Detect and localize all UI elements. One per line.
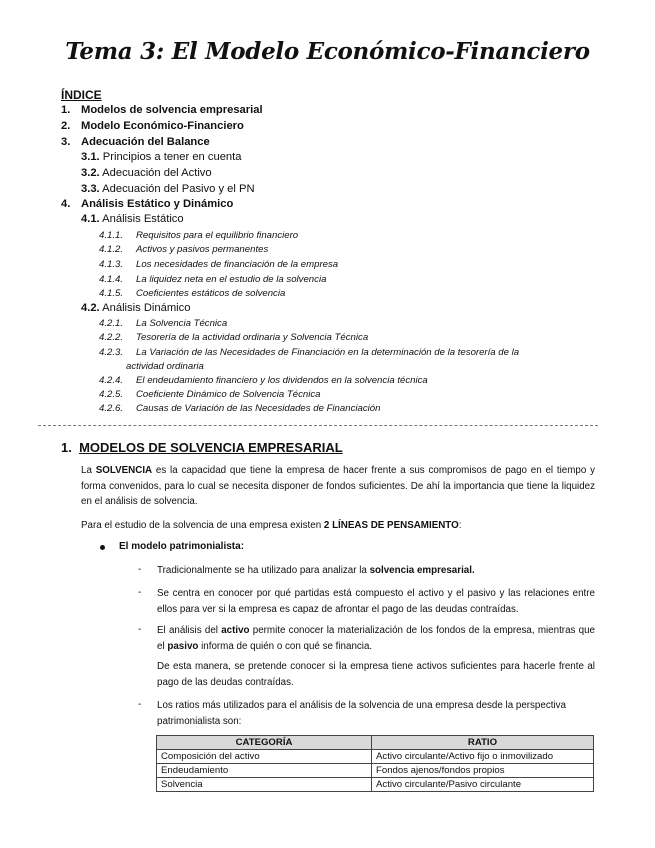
index-item-label: Análisis Estático <box>99 213 184 225</box>
table-row <box>157 764 594 778</box>
index-item-label: Los necesidades de financiación de la empresa <box>136 259 339 270</box>
index-item-4-2 <box>81 302 190 314</box>
text-run: Para el estudio de la solvencia de una empresa existen <box>81 520 324 531</box>
index-item-label: El endeudamiento financiero y los dividendos en la solvencia técnica <box>136 375 428 386</box>
bullet-icon <box>100 545 105 550</box>
text-run: La <box>81 465 96 476</box>
index-item-num: 4. <box>61 198 71 210</box>
table-header-categoria: CATEGORÍA <box>157 736 372 750</box>
dash-marker: - <box>138 624 142 635</box>
text-run: El análisis del <box>157 625 222 636</box>
dash-item-1 <box>157 563 475 579</box>
table-cell: Activo circulante/Pasivo circulante <box>372 778 594 792</box>
index-item-label: Requisitos para el equilibrio financiero <box>136 230 299 241</box>
dash-marker: - <box>138 587 142 598</box>
index-item-4-1-5 <box>99 288 285 299</box>
bold-term: SOLVENCIA <box>95 465 153 476</box>
table-cell: Fondos ajenos/fondos propios <box>372 764 594 778</box>
index-item-num: 4.1.5. <box>99 288 124 299</box>
index-item-num: 4.2.2. <box>99 332 124 343</box>
index-item-num: 4.2. <box>81 302 100 314</box>
index-item-4-2-6 <box>99 403 380 414</box>
index-item-4-2-4 <box>99 375 428 386</box>
index-item-label: Coeficientes estáticos de solvencia <box>136 288 286 299</box>
index-item-4-1-3 <box>99 259 338 270</box>
index-item-num: 4.1.4. <box>99 274 124 285</box>
index-item-1 <box>61 104 263 116</box>
index-item-label: La liquidez neta en el estudio de la solvencia <box>136 274 327 285</box>
index-item-label: Causas de Variación de las Necesidades de Financiación <box>136 403 381 414</box>
index-item-num: 3.1. <box>81 151 100 163</box>
index-item-4-2-1 <box>99 318 227 329</box>
dash-item-2: Se centra en conocer por qué partidas está compuesto el activo y el pasivo y las relaciones entre ellos para ver si la empresa es capaz de afrontar el pago de las deudas contraídas. <box>157 588 595 615</box>
bold-term: activo <box>221 625 250 636</box>
index-item-2 <box>61 120 244 132</box>
index-item-num: 1. <box>61 104 71 116</box>
index-item-num: 3. <box>61 136 71 148</box>
table-row <box>157 778 594 792</box>
index-item-3 <box>61 136 210 148</box>
index-item-num: 4.1.3. <box>99 259 124 270</box>
dash-marker: - <box>138 699 142 710</box>
index-heading: ÍNDICE <box>61 88 102 102</box>
index-item-num: 4.2.1. <box>99 318 124 329</box>
dash-marker: - <box>138 564 142 575</box>
index-item-4-2-3-cont <box>126 361 204 372</box>
index-item-4-1 <box>81 213 184 225</box>
text-run: : <box>458 520 462 531</box>
index-item-num: 4.1. <box>81 213 100 225</box>
section-title: MODELOS DE SOLVENCIA EMPRESARIAL <box>79 440 343 455</box>
index-item-3-3 <box>81 183 255 195</box>
text-run: permite conocer la materialización de los fondos de la empresa, mientras que el <box>157 625 595 652</box>
table-cell: Solvencia <box>157 778 372 792</box>
index-item-4-1-4 <box>99 274 326 285</box>
index-item-label: La Solvencia Técnica <box>136 318 228 329</box>
table-cell: Activo circulante/Activo fijo o inmovilizado <box>372 750 594 764</box>
text-run: Tradicionalmente se ha utilizado para analizar la <box>157 565 370 576</box>
index-item-label: Adecuación del Balance <box>81 136 210 148</box>
text-run: es la capacidad que tiene la empresa de hacer frente a sus compromisos de pago en el tiempo y forma convenidos, para lo cual se necesita disponer de fondos suficientes. De ahí la importancia que tiene la liquidez en el análisis de solvencia. <box>81 465 595 507</box>
bold-term: solvencia empresarial. <box>369 565 475 576</box>
index-item-4-1-2 <box>99 244 268 255</box>
index-item-4 <box>61 198 233 210</box>
index-item-3-2 <box>81 167 212 179</box>
section-divider <box>38 425 598 426</box>
table-header-ratio: RATIO <box>372 736 594 750</box>
index-item-label: Tesorería de la actividad ordinaria y Solvencia Técnica <box>136 332 369 343</box>
index-item-label: Principios a tener en cuenta <box>99 151 242 163</box>
index-item-label: Activos y pasivos permanentes <box>136 244 269 255</box>
bullet-patrimonialista: El modelo patrimonialista: <box>119 541 245 552</box>
section-heading <box>61 440 343 455</box>
index-item-num: 4.2.6. <box>99 403 124 414</box>
table-cell: Composición del activo <box>157 750 372 764</box>
index-item-label: Análisis Dinámico <box>99 302 191 314</box>
index-item-label: Adecuación del Pasivo y el PN <box>99 183 255 195</box>
table-header-row <box>157 736 594 750</box>
index-item-4-2-3 <box>99 347 519 358</box>
index-item-num: 2. <box>61 120 71 132</box>
index-item-num: 4.2.3. <box>99 347 124 358</box>
dash-item-3-continuation: De esta manera, se pretende conocer si la empresa tiene activos suficientes para hacerle frente al pago de las deudas contraídas. <box>157 661 595 688</box>
index-item-4-2-2 <box>99 332 368 343</box>
index-item-label: Coeficiente Dinámico de Solvencia Técnica <box>136 389 321 400</box>
index-item-4-1-1 <box>99 230 298 241</box>
table-cell: Endeudamiento <box>157 764 372 778</box>
index-item-4-2-5 <box>99 389 321 400</box>
index-item-num: 4.2.4. <box>99 375 124 386</box>
dash-item-4: Los ratios más utilizados para el análisis de la solvencia de una empresa desde la perspectiva patrimonialista son: <box>157 700 566 727</box>
index-item-label: La Variación de las Necesidades de Financiación en la determinación de la tesorería de la <box>136 347 520 358</box>
lines-paragraph <box>81 518 461 534</box>
index-item-label: Análisis Estático y Dinámico <box>81 198 234 210</box>
index-item-num: 4.1.1. <box>99 230 124 241</box>
index-item-num: 4.2.5. <box>99 389 124 400</box>
text-run: informa de quién o con qué se financia. <box>198 640 373 652</box>
index-item-label: actividad ordinaria <box>126 361 204 372</box>
ratios-table <box>156 735 594 792</box>
index-item-3-1 <box>81 151 241 163</box>
table-row <box>157 750 594 764</box>
index-item-num: 3.3. <box>81 183 100 195</box>
solvencia-paragraph <box>81 463 595 510</box>
bold-term: 2 LÍNEAS DE PENSAMIENTO <box>323 520 459 531</box>
index-item-label: Modelos de solvencia empresarial <box>81 104 263 116</box>
index-item-num: 4.1.2. <box>99 244 124 255</box>
index-item-num: 3.2. <box>81 167 100 179</box>
index-item-label: Modelo Económico-Financiero <box>81 120 244 132</box>
section-number: 1. <box>61 440 72 455</box>
index-item-label: Adecuación del Activo <box>99 167 212 179</box>
page-title: Tema 3: El Modelo Económico-Financiero <box>65 38 590 65</box>
bold-term: pasivo <box>167 640 199 652</box>
dash-item-3 <box>157 623 595 654</box>
